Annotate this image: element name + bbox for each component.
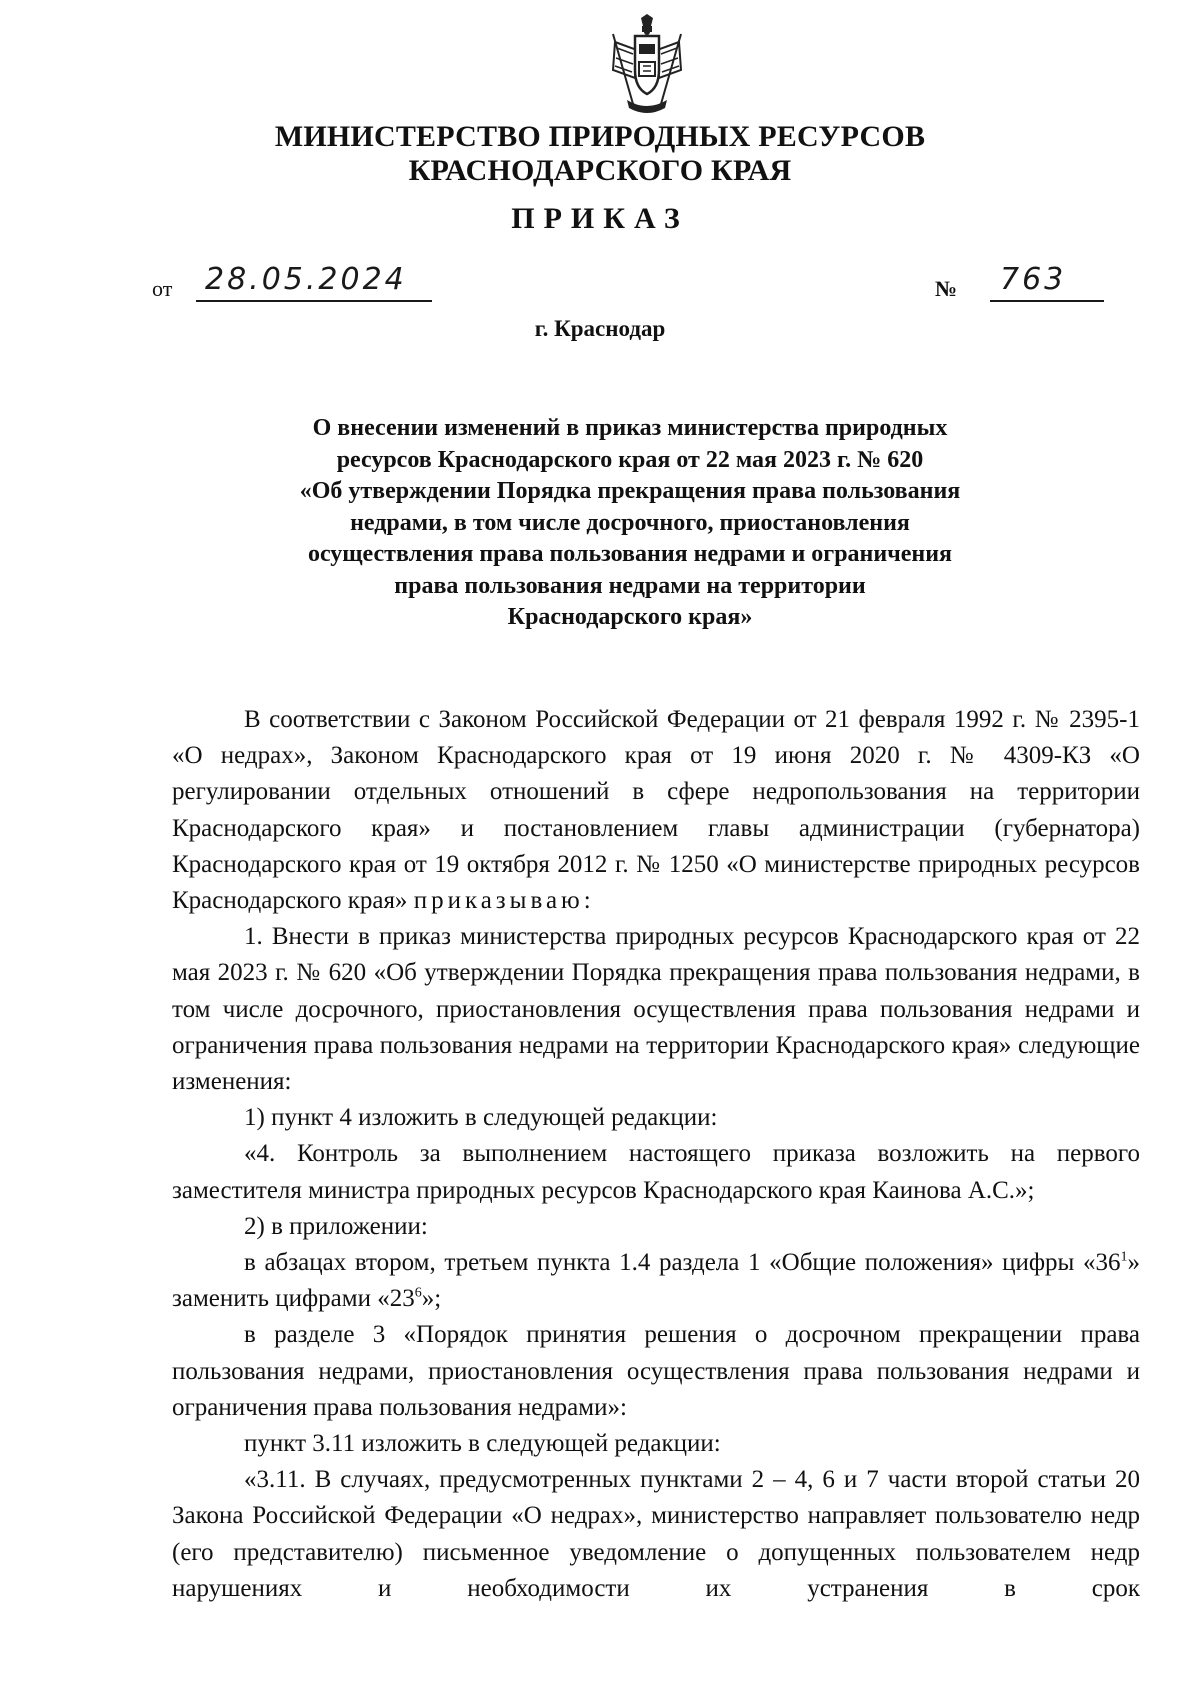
- body-paragraph-section-3: в разделе 3 «Порядок принятия решения о досрочном прекращении права пользования недрами, приостановления осуществления права пользования недрами и ограничения права пользования недрами»:: [172, 1321, 1140, 1421]
- date-handwritten: 28.05.2024: [205, 262, 407, 297]
- order-body: [172, 702, 1140, 1607]
- body-paragraph-1: 1. Внести в приказ министерства природных ресурсов Краснодарского края от 22 мая 2023 г. № 620 «Об утверждении Порядка прекращения права пользования недрами, в том числе досрочного, приостановления осуществления права пользования недрами и ограничения права пользования недрами на территории Краснодарского края» следующие изменения:: [172, 923, 1140, 1096]
- coat-of-arms-icon: [605, 14, 689, 118]
- body-paragraph-3-11-intro: пункт 3.11 изложить в следующей редакции:: [244, 1430, 721, 1458]
- subject-line: ресурсов Краснодарского края от 22 мая 2023 г. № 620: [336, 446, 924, 473]
- preamble-text: В соответствии с Законом Российской Федерации от 21 февраля 1992 г. № 2395-1 «О недрах», Законом Краснодарского края от 19 июня 2020 г. № 4309-КЗ «О регулировании отдельных отношений в сфере недропользования на территории Краснодарского края» и постановлением главы администрации (губернатора) Краснодарского края от 19 октября 2012 г. № 1250 «О министерстве природных ресурсов Краснодарского края»: [172, 706, 1140, 915]
- body-paragraph-digits-change: в абзацах втором, третьем пункта 1.4 раздела 1 «Общие положения» цифры «$36^1$» заменить цифрами «$23^6$»;: [172, 1249, 1140, 1313]
- body-paragraph-1-1: 1) пункт 4 изложить в следующей редакции:: [244, 1104, 718, 1132]
- date-prefix: от: [152, 276, 173, 301]
- subject-line: О внесении изменений в приказ министерства природных: [312, 415, 948, 441]
- number-handwritten: 763: [1000, 262, 1067, 297]
- body-paragraph-quote-4: «4. Контроль за выполнением настоящего приказа возложить на первого заместителя министра природных ресурсов Краснодарского края Каинова А.С.»;: [172, 1140, 1140, 1204]
- subject-line: Краснодарского края»: [507, 604, 753, 630]
- number-prefix: №: [935, 276, 958, 301]
- number-underline: [990, 300, 1104, 302]
- date-underline: [196, 300, 432, 302]
- subject-line: «Об утверждении Порядка прекращения права пользования: [299, 478, 961, 504]
- order-word: приказываю:: [413, 887, 595, 915]
- subject-line: осуществления права пользования недрами и ограничения: [307, 541, 953, 567]
- order-subject: [220, 413, 1040, 634]
- ministry-name-line1: МИНИСТЕРСТВО ПРИРОДНЫХ РЕСУРСОВ: [274, 120, 926, 153]
- body-paragraph-preamble: [172, 702, 1140, 919]
- city: г. Краснодар: [534, 316, 666, 341]
- ministry-name-line2: КРАСНОДАРСКОГО КРАЯ: [408, 154, 792, 187]
- body-paragraph-2: 2) в приложении:: [244, 1212, 428, 1240]
- subject-line: недрами, в том числе досрочного, приостановления: [350, 509, 910, 536]
- document-type: ПРИКАЗ: [511, 202, 689, 235]
- subject-line: права пользования недрами на территории: [394, 572, 866, 599]
- body-paragraph-3-11: «3.11. В случаях, предусмотренных пунктами 2 – 4, 6 и 7 части второй статьи 20 Закона Российской Федерации «О недрах», министерство направляет пользователю недр (его представителю) письменное уведомление о допущенных пользователем недр нарушениях и необходимости их устранения в срок: [172, 1466, 1140, 1602]
